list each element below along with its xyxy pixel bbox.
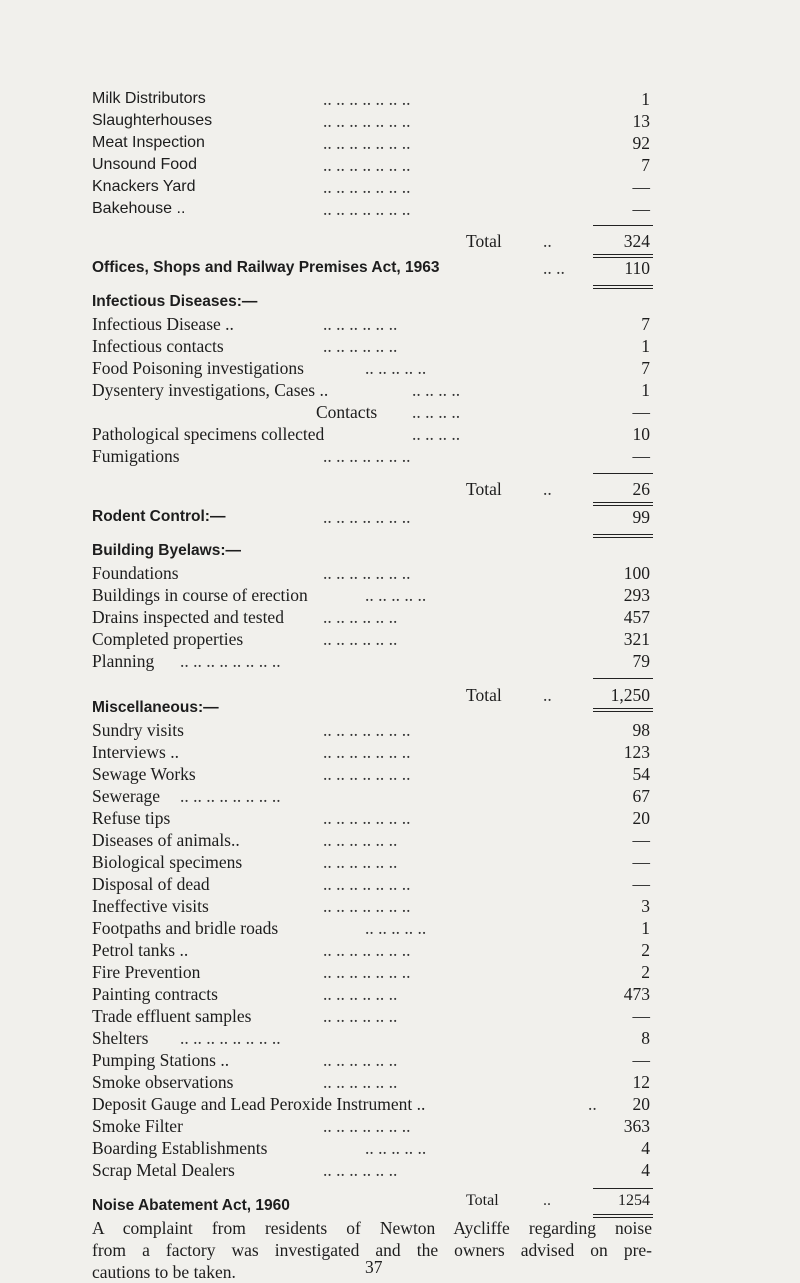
item-label: Sewage Works	[92, 764, 196, 784]
list-item	[0, 961, 800, 983]
total-label: Total	[466, 231, 502, 251]
item-label: Foundations	[92, 563, 179, 583]
leader-dots: .. .. .. .. .. .. ..	[323, 89, 411, 109]
item-value: 7	[641, 155, 650, 175]
total-label: Total	[466, 479, 502, 499]
list-item	[0, 1071, 800, 1093]
list-item	[0, 763, 800, 785]
list-item	[0, 1049, 800, 1071]
total-rule	[593, 537, 653, 538]
list-item	[0, 562, 800, 584]
section-heading: Offices, Shops and Railway Premises Act, 1963	[92, 259, 440, 276]
item-value: 7	[641, 314, 650, 334]
paragraph-line: from a factory was investigated and the owners advised on pre-	[92, 1240, 652, 1260]
list-item	[0, 851, 800, 873]
leader-dots: .. .. .. .. .. .. ..	[323, 874, 411, 894]
list-item	[0, 917, 800, 939]
list-item	[0, 1027, 800, 1049]
item-label: Biological specimens	[92, 852, 243, 872]
leader-dots: .. .. .. .. .. .. ..	[323, 563, 411, 583]
item-label: Meat Inspection	[92, 134, 205, 151]
subtotal-rule	[593, 678, 653, 679]
leader-dots: .. .. .. .. .. .. ..	[323, 720, 411, 740]
total-label: Total	[466, 1192, 499, 1209]
list-item	[0, 895, 800, 917]
item-value: 8	[641, 1028, 650, 1048]
leader-dots: ..	[543, 1192, 551, 1209]
leader-dots: .. .. .. .. .. .. .. ..	[180, 651, 281, 671]
list-item	[0, 650, 800, 672]
item-label: Shelters	[92, 1028, 149, 1048]
subtotal-rule	[593, 225, 653, 226]
list-item	[0, 445, 800, 467]
item-label: Footpaths and bridle roads	[92, 918, 279, 938]
subtotal-rule	[593, 473, 653, 474]
leader-dots: .. .. .. .. .. .. ..	[323, 199, 411, 219]
page-number: 37	[365, 1257, 383, 1277]
total-value: 1,250	[610, 685, 650, 705]
list-item	[0, 829, 800, 851]
item-label: Completed properties	[92, 629, 244, 649]
leader-dots: .. .. .. .. ..	[365, 1138, 427, 1158]
leader-dots: ..	[588, 1094, 597, 1114]
section-heading-row	[0, 1195, 800, 1217]
item-label: Petrol tanks ..	[92, 940, 189, 960]
total-rule	[593, 534, 653, 535]
item-value: 13	[632, 111, 650, 131]
paragraph-line: cautions to be taken.	[92, 1262, 236, 1282]
leader-dots: .. .. .. .. ..	[365, 358, 427, 378]
list-item	[0, 1115, 800, 1137]
leader-dots: .. .. .. .. .. .. ..	[323, 177, 411, 197]
item-value: 10	[632, 424, 650, 444]
list-item	[0, 628, 800, 650]
leader-dots: .. .. .. .. .. .. .. ..	[180, 1028, 281, 1048]
list-item	[0, 584, 800, 606]
offices-row	[0, 257, 800, 279]
item-value: —	[632, 852, 650, 872]
leader-dots: .. ..	[543, 258, 565, 278]
item-value: 3	[641, 896, 650, 916]
total-rule	[593, 285, 653, 286]
item-label: Diseases of animals..	[92, 830, 240, 850]
total-rule	[593, 254, 653, 255]
item-label: Fumigations	[92, 446, 180, 466]
item-value: 110	[624, 258, 650, 278]
paragraph-line: A complaint from residents of Newton Aycliffe regarding noise	[92, 1218, 652, 1238]
item-value: 1	[641, 336, 650, 356]
total-rule	[593, 502, 653, 503]
item-value: 473	[623, 984, 650, 1004]
item-label: Disposal of dead	[92, 874, 210, 894]
leader-dots: .. .. .. .. .. .. ..	[323, 1116, 411, 1136]
item-label: Knackers Yard	[92, 178, 196, 195]
list-item	[0, 719, 800, 741]
list-item	[0, 110, 800, 132]
total-row	[0, 478, 800, 500]
list-item	[0, 1159, 800, 1181]
item-value: 92	[632, 133, 650, 153]
item-label: Bakehouse ..	[92, 200, 186, 217]
item-value: 54	[632, 764, 650, 784]
leader-dots: .. .. .. .. .. ..	[323, 629, 398, 649]
section-heading: Rodent Control:—	[92, 508, 226, 525]
total-value: 26	[632, 479, 650, 499]
section-heading: Miscellaneous:—	[92, 699, 219, 716]
item-value: 1	[641, 89, 650, 109]
leader-dots: .. .. .. .. .. .. ..	[323, 962, 411, 982]
item-value: —	[632, 874, 650, 894]
rodent-row	[0, 506, 800, 528]
list-item	[0, 785, 800, 807]
subtotal-rule	[593, 1188, 653, 1189]
list-item	[0, 357, 800, 379]
list-item	[0, 176, 800, 198]
item-value: 363	[623, 1116, 650, 1136]
list-item	[0, 154, 800, 176]
section-heading-row	[0, 697, 800, 719]
item-value: 98	[632, 720, 650, 740]
item-label: Sewerage	[92, 786, 161, 806]
section-heading-row	[0, 291, 800, 313]
leader-dots: .. .. .. .. .. .. ..	[323, 896, 411, 916]
item-value: 67	[632, 786, 650, 806]
item-value: 20	[632, 1094, 650, 1114]
item-value: —	[632, 1006, 650, 1026]
list-item	[0, 807, 800, 829]
item-value: 7	[641, 358, 650, 378]
total-value: 1254	[618, 1192, 650, 1209]
leader-dots: .. .. .. .. .. .. ..	[323, 507, 411, 527]
leader-dots: .. .. .. .. .. ..	[323, 1160, 398, 1180]
leader-dots: .. .. .. ..	[412, 402, 461, 422]
list-item	[0, 88, 800, 110]
item-value: 457	[623, 607, 650, 627]
leader-dots: .. .. .. .. .. .. ..	[323, 808, 411, 828]
item-label: Food Poisoning investigations	[92, 358, 304, 378]
list-item	[0, 198, 800, 220]
leader-dots: .. .. .. .. .. ..	[323, 314, 398, 334]
item-label: Fire Prevention	[92, 962, 201, 982]
item-label: Trade effluent samples	[92, 1006, 252, 1026]
item-label: Pathological specimens collected	[92, 424, 325, 444]
item-value: 293	[623, 585, 650, 605]
total-rule	[593, 288, 653, 289]
list-item	[0, 1005, 800, 1027]
section-heading: Noise Abatement Act, 1960	[92, 1197, 290, 1214]
item-label: Smoke observations	[92, 1072, 234, 1092]
leader-dots: ..	[543, 231, 552, 251]
item-label: Painting contracts	[92, 984, 218, 1004]
leader-dots: .. .. .. .. .. .. ..	[323, 940, 411, 960]
item-value: —	[632, 446, 650, 466]
item-value: 1	[641, 918, 650, 938]
list-item	[0, 379, 800, 401]
total-value: 324	[623, 231, 650, 251]
leader-dots: .. .. .. .. .. .. ..	[323, 155, 411, 175]
list-item	[0, 401, 800, 423]
item-label: Infectious contacts	[92, 336, 224, 356]
leader-dots: .. .. .. .. .. ..	[323, 984, 398, 1004]
total-row	[0, 230, 800, 252]
item-value: 12	[632, 1072, 650, 1092]
leader-dots: ..	[543, 685, 552, 705]
section-heading-row	[0, 540, 800, 562]
item-value: 4	[641, 1138, 650, 1158]
item-value: 2	[641, 962, 650, 982]
leader-dots: .. .. .. .. .. ..	[323, 1072, 398, 1092]
item-value: 4	[641, 1160, 650, 1180]
item-label: Ineffective visits	[92, 896, 209, 916]
item-value: 1	[641, 380, 650, 400]
list-item	[0, 132, 800, 154]
leader-dots: .. .. .. .. .. .. ..	[323, 742, 411, 762]
list-item	[0, 606, 800, 628]
item-value: 79	[632, 651, 650, 671]
leader-dots: .. .. .. .. .. ..	[323, 1050, 398, 1070]
item-label: Smoke Filter	[92, 1116, 183, 1136]
leader-dots: ..	[543, 479, 552, 499]
section-heading: Infectious Diseases:—	[92, 293, 258, 310]
leader-dots: .. .. .. ..	[412, 380, 461, 400]
item-label: Planning	[92, 651, 155, 671]
item-label: Boarding Establishments	[92, 1138, 268, 1158]
item-label: Dysentery investigations, Cases ..	[92, 380, 329, 400]
item-value: 2	[641, 940, 650, 960]
item-label: Pumping Stations ..	[92, 1050, 230, 1070]
item-value: —	[632, 177, 650, 197]
list-item	[0, 741, 800, 763]
leader-dots: .. .. .. .. ..	[365, 585, 427, 605]
item-value: 123	[623, 742, 650, 762]
item-value: 20	[632, 808, 650, 828]
list-item	[0, 423, 800, 445]
leader-dots: .. .. .. .. .. ..	[323, 336, 398, 356]
list-item	[0, 1137, 800, 1159]
item-label: Sundry visits	[92, 720, 184, 740]
list-item	[0, 939, 800, 961]
item-value: —	[632, 199, 650, 219]
section-heading: Building Byelaws:—	[92, 542, 241, 559]
item-label: Unsound Food	[92, 156, 197, 173]
item-value: 100	[623, 563, 650, 583]
leader-dots: .. .. .. .. .. .. .. ..	[180, 786, 281, 806]
list-item	[0, 1093, 800, 1115]
item-label: Milk Distributors	[92, 90, 206, 107]
item-label: Interviews ..	[92, 742, 179, 762]
list-item	[0, 335, 800, 357]
item-label: Scrap Metal Dealers	[92, 1160, 235, 1180]
item-label: Drains inspected and tested	[92, 607, 284, 627]
leader-dots: .. .. .. .. .. ..	[323, 1006, 398, 1026]
item-label: Buildings in course of erection	[92, 585, 308, 605]
leader-dots: .. .. .. ..	[412, 424, 461, 444]
item-value: 321	[623, 629, 650, 649]
item-value: —	[632, 402, 650, 422]
list-item	[0, 873, 800, 895]
leader-dots: .. .. .. .. .. ..	[323, 830, 398, 850]
total-label: Total	[466, 685, 502, 705]
leader-dots: .. .. .. .. .. .. ..	[323, 111, 411, 131]
leader-dots: .. .. .. .. .. ..	[323, 607, 398, 627]
list-item	[0, 983, 800, 1005]
leader-dots: .. .. .. .. .. .. ..	[323, 446, 411, 466]
leader-dots: .. .. .. .. .. .. ..	[323, 764, 411, 784]
leader-dots: .. .. .. .. .. ..	[323, 852, 398, 872]
list-item	[0, 313, 800, 335]
item-label: Deposit Gauge and Lead Peroxide Instrument ..	[92, 1094, 426, 1114]
item-label: Contacts	[316, 402, 378, 422]
item-value: —	[632, 1050, 650, 1070]
leader-dots: .. .. .. .. ..	[365, 918, 427, 938]
item-value: —	[632, 830, 650, 850]
item-value: 99	[632, 507, 650, 527]
item-label: Slaughterhouses	[92, 112, 213, 129]
item-label: Infectious Disease ..	[92, 314, 234, 334]
item-label: Refuse tips	[92, 808, 171, 828]
leader-dots: .. .. .. .. .. .. ..	[323, 133, 411, 153]
